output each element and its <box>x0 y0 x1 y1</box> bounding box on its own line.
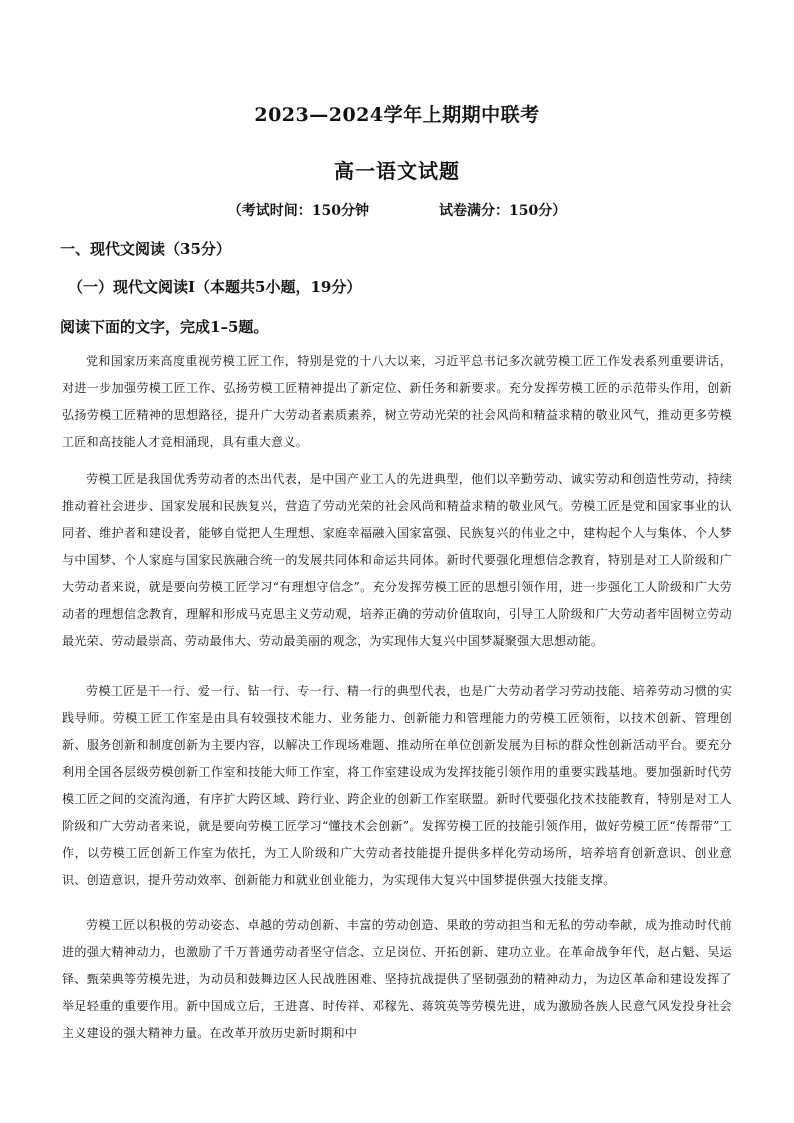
full-score: 试卷满分：150分） <box>439 203 567 219</box>
exam-info <box>0 200 794 220</box>
passage-paragraph-2: 劳模工匠是我国优秀劳动者的杰出代表，是中国产业工人的先进典型，他们以辛勤劳动、诚实劳动和创造性劳动，持续推动着社会进步、国家发展和民族复兴，营造了劳动光荣的社会风尚和精益求精的敬业风气。劳模工匠是党和国家事业的认同者、维护者和建设者，能够自觉把人生理想、家庭幸福融入国家富强、民族复兴的伟业之中，建构起个人与集体、个人梦与中国梦、个人家庭与国家民族融合统一的发展共同体和命运共同体。新时代要强化理想信念教育，特别是对工人阶级和广大劳动者来说，就是要向劳模工匠学习“有理想守信念”。充分发挥劳模工匠的思想引领作用，进一步强化工人阶级和广大劳动者的理想信念教育，理解和形成马克思主义劳动观，培养正确的劳动价值取向，引导工人阶级和广大劳动者牢固树立劳动最光荣、劳动最崇高、劳动最伟大、劳动最美丽的观念，为实现伟大复兴中国梦凝聚强大思想动能。 <box>62 472 732 648</box>
subsection-heading: （一）现代文阅读Ⅰ（本题共5小题，19分） <box>68 278 362 296</box>
section-heading: 一、现代文阅读（35分） <box>60 240 231 258</box>
passage-paragraph-4: 劳模工匠以积极的劳动姿态、卓越的劳动创新、丰富的劳动创造、果敢的劳动担当和无私的劳动奉献，成为推动时代前进的强大精神动力，也激励了千万普通劳动者坚守信念、立足岗位、开拓创新、建功立业。在革命战争年代，赵占魁、吴运铎、甄荣典等劳模先进，为动员和鼓舞边区人民战胜困难、坚持抗战提供了坚韧强劲的精神动力，为边区革命和建设发挥了举足轻重的重要作用。新中国成立后，王进喜、时传祥、邓稼先、蒋筑英等劳模先进，成为激励各族人民意气风发投身社会主义建设的强大精神力量。在改革开放历史新时期和中 <box>62 918 732 1040</box>
passage-paragraph-3: 劳模工匠是干一行、爱一行、钻一行、专一行、精一行的典型代表，也是广大劳动者学习劳动技能、培养劳动习惯的实践导师。劳模工匠工作室是由具有较强技术能力、业务能力、创新能力和管理能力的劳模工匠领衔，以技术创新、管理创新、服务创新和制度创新为主要内容，以解决工作现场难题、推动所在单位创新发展为目标的群众性创新活动平台。要充分利用全国各层级劳模创新工作室和技能大师工作室，将工作室建设成为发挥技能引领作用的重要实践基地。要加强新时代劳模工匠之间的交流沟通，有序扩大跨区域、跨行业、跨企业的创新工作室联盟。新时代要强化技术技能教育，特别是对工人阶级和广大劳动者来说，就是要向劳模工匠学习“懂技术会创新”。发挥劳模工匠的技能引领作用，做好劳模工匠“传帮带”工作，以劳模工匠创新工作室为依托，为工人阶级和广大劳动者技能提升提供多样化劳动场所，培养培育创新意识、创业意识、创造意识，提升劳动效率、创新能力和就业创业能力，为实现伟大复兴中国梦提供强大技能支撑。 <box>62 684 732 887</box>
passage-paragraph-1: 党和国家历来高度重视劳模工匠工作，特别是党的十八大以来，习近平总书记多次就劳模工匠工作发表系列重要讲话，对进一步加强劳模工匠工作、弘扬劳模工匠精神提出了新定位、新任务和新要求。充分发挥劳模工匠的示范带头作用，创新弘扬劳模工匠精神的思想路径，提升广大劳动者素质素养，树立劳动光荣的社会风尚和精益求精的敬业风气，推动更多劳模工匠和高技能人才竞相涌现，具有重大意义。 <box>62 354 732 449</box>
exam-time: （考试时间：150分钟 <box>227 203 369 219</box>
exam-title: 2023—2024学年上期期中联考 <box>254 104 540 126</box>
subject-title: 高一语文试题 <box>334 159 460 183</box>
reading-instruction: 阅读下面的文字，完成1–5题。 <box>60 318 269 336</box>
